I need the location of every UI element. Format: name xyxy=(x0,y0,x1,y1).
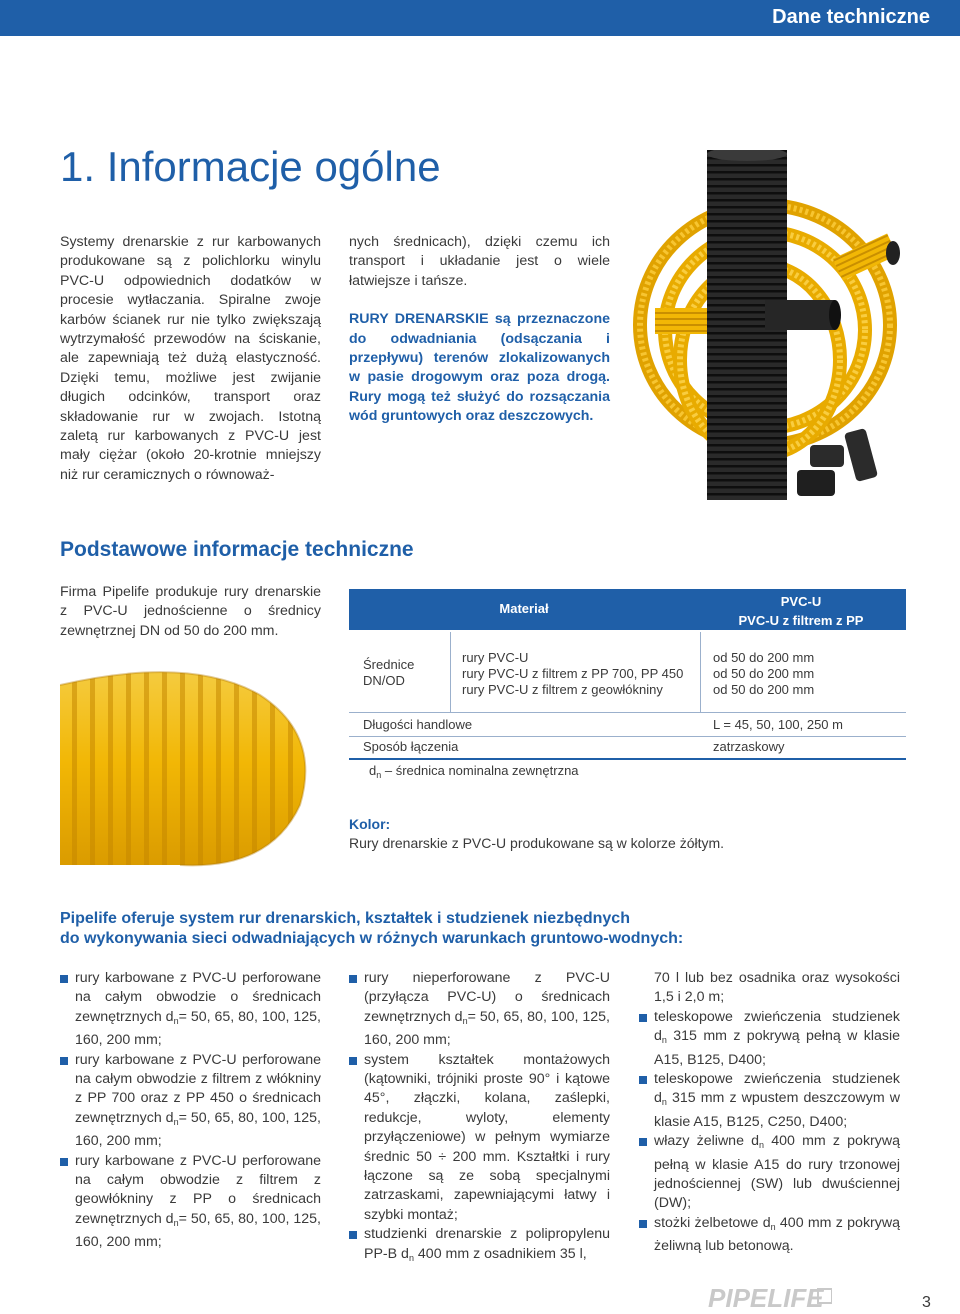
intro-column-1 xyxy=(60,233,321,485)
list-item: system kształtek montażowych (kątowniki, trójniki proste 90° i kątowe 45°, złączki, kolana, zaślepki, redukcje, wyloty, elementy przyłączeniowe) w pełnym wymiarze średnic 50 ÷ 200 mm. Kształtki i rury łączone są ze sobą specjalnymi zatrzaskami, zapewniającymi łatwy i szybki montaż; xyxy=(349,1051,610,1226)
table-row-divider xyxy=(349,736,906,737)
table-row-divider xyxy=(349,712,906,713)
diameter-range: od 50 do 200 mm xyxy=(713,682,815,697)
offer-list-column-3 xyxy=(639,969,900,1257)
page-title: 1. Informacje ogólne xyxy=(60,143,441,190)
intro-highlight: RURY DRENARSKIE są przeznaczone do odwadniania (odsączania i przepływu) terenów zlokalizowanych w pasie drogowym oraz poza drogą. Rury mogą też służyć do rozsączania wód gruntowych oraz deszczowych. xyxy=(349,311,610,425)
drainage-pipes-photo xyxy=(625,150,910,515)
table-bottom-border xyxy=(349,758,906,760)
footnote-subscript: n xyxy=(376,770,382,780)
length-label: Długości handlowe xyxy=(363,717,473,732)
diameter-range: od 50 do 200 mm xyxy=(713,666,815,681)
section-heading-technical: Podstawowe informacje techniczne xyxy=(60,538,414,561)
pipe-type: rury PVC-U xyxy=(462,650,529,665)
diameter-label-line-1: Średnice xyxy=(363,657,415,672)
table-header-value-2: PVC-U z filtrem z PP xyxy=(738,613,864,628)
intro-text-1: Systemy drenarskie z rur karbowanych produkowane są z polichlorku winylu PVC-U odpowiednich dodatków w procesie wytłaczania. Spiralne zwoje karbów ścianek rur nie tylko zwiększają wytrzymałość przewodów na ściskanie, ale zapewniają też dużą elastyczność. Dzięki temu, możliwe jest zwijanie długich odcinków, transport oraz składowanie rur w zwojach. Istotną zaletą rur karbowanych z PVC-U jest mały ciężar (około 20-krotnie mniejszy niż rur ceramicznych o równoważ- xyxy=(60,234,321,483)
list-item: stożki żelbetowe $d_n$ 400 mm z pokrywą żeliwną lub betonową. xyxy=(639,1214,900,1257)
table-divider xyxy=(450,632,451,712)
footnote-text: – średnica nominalna zewnętrzna xyxy=(381,763,579,778)
color-label: Kolor: xyxy=(349,816,391,832)
offer-heading xyxy=(60,909,683,949)
list-item: rury karbowane z PVC-U perforowane na całym obwodzie o średnicach zewnętrznych $d_n= 50$, 65, 80, 100, 125, 160, 200 mm; xyxy=(60,969,321,1051)
length-value: L = 45, 50, 100, 250 m xyxy=(713,717,843,732)
joint-label: Sposób łączenia xyxy=(363,739,459,754)
pipe-type: rury PVC-U z filtrem z geowłókniny xyxy=(462,682,663,697)
table-header-material: Materiał xyxy=(499,601,549,616)
list-item: włazy żeliwne $d_n$ 400 mm z pokrywą pełną w klasie A15 do rury trzonowej jednościennej (SW) lub dwuściennej (DW); xyxy=(639,1132,900,1214)
table-footnote xyxy=(369,763,579,783)
diameter-range: od 50 do 200 mm xyxy=(713,650,815,665)
pipelife-logo xyxy=(708,1283,832,1311)
intro-text-2: nych średnicach), dzięki czemu ich transport i układanie jest o wiele łatwiejsze i tańsze. xyxy=(349,234,610,289)
table-header-value-1: PVC-U xyxy=(780,594,822,609)
table-divider xyxy=(700,632,701,712)
pipe-types-list xyxy=(462,650,683,698)
section-title: Dane techniczne xyxy=(772,6,930,28)
logo-text: PIPELIFE xyxy=(708,1283,824,1311)
header-bar xyxy=(0,0,960,36)
color-info xyxy=(349,815,724,853)
list-item: teleskopowe zwieńczenia studzienek $d_n$ 315 mm z pokrywą pełną w klasie A15, B125, D400; xyxy=(639,1008,900,1070)
offer-heading-line-2: do wykonywania sieci odwadniających w różnych warunkach gruntowo-wodnych: xyxy=(60,930,684,947)
offer-heading-line-1: Pipelife oferuje system rur drenarskich, kształtek i studzienek niezbędnych xyxy=(60,910,630,927)
footnote-symbol: d xyxy=(369,763,377,778)
list-item: rury karbowane z PVC-U perforowane na całym obwodzie z filtrem z włókniny z PP 700 oraz z PP 450 o średnicach zewnętrznych $d_n= 50$, 65, 80, 100, 125, 160, 200 mm; xyxy=(60,1051,321,1152)
list-item: studzienki drenarskie z polipropylenu PP-B $d_n$ 400 mm z osadnikiem 35 l, xyxy=(349,1225,610,1268)
page-number: 3 xyxy=(922,1294,931,1311)
diameter-label-line-2: DN/OD xyxy=(363,673,405,688)
diameter-ranges-list xyxy=(713,650,814,698)
list-item: rury nieperforowane z PVC-U (przyłącza PVC-U) o średnicach zewnętrznych $d_n= 50$, 65, 80, 100, 125, 160, 200 mm; xyxy=(349,969,610,1051)
technical-intro-paragraph: Firma Pipelife produkuje rury drenarskie z PVC-U jednościenne o średnicy zewnętrznej DN od 50 do 200 mm. xyxy=(60,584,321,639)
table-header xyxy=(349,589,906,630)
table-header-values xyxy=(706,592,896,630)
list-item: teleskopowe zwieńczenia studzienek $d_n$ 315 mm z wpustem deszczowym w klasie A15, B125, C250, D400; xyxy=(639,1070,900,1132)
joint-value: zatrzaskowy xyxy=(713,739,785,754)
intro-column-2 xyxy=(349,233,610,427)
pipe-type: rury PVC-U z filtrem z PP 700, PP 450 xyxy=(462,666,684,681)
yellow-pipe-photo xyxy=(60,655,321,870)
color-text: Rury drenarskie z PVC-U produkowane są w kolorze żółtym. xyxy=(349,835,725,851)
offer-list-column-1 xyxy=(60,969,321,1253)
list-item: rury karbowane z PVC-U perforowane na całym obwodzie z filtrem z geowłókniny z PP o średnicach zewnętrznych $d_n= 50$, 65, 80, 100, 125, 160, 200 mm; xyxy=(60,1152,321,1253)
list-item-continuation: 70 l lub bez osadnika oraz wysokości 1,5 i 2,0 m; xyxy=(654,970,900,1006)
offer-list-column-2 xyxy=(349,969,610,1268)
diameter-label xyxy=(363,657,414,689)
